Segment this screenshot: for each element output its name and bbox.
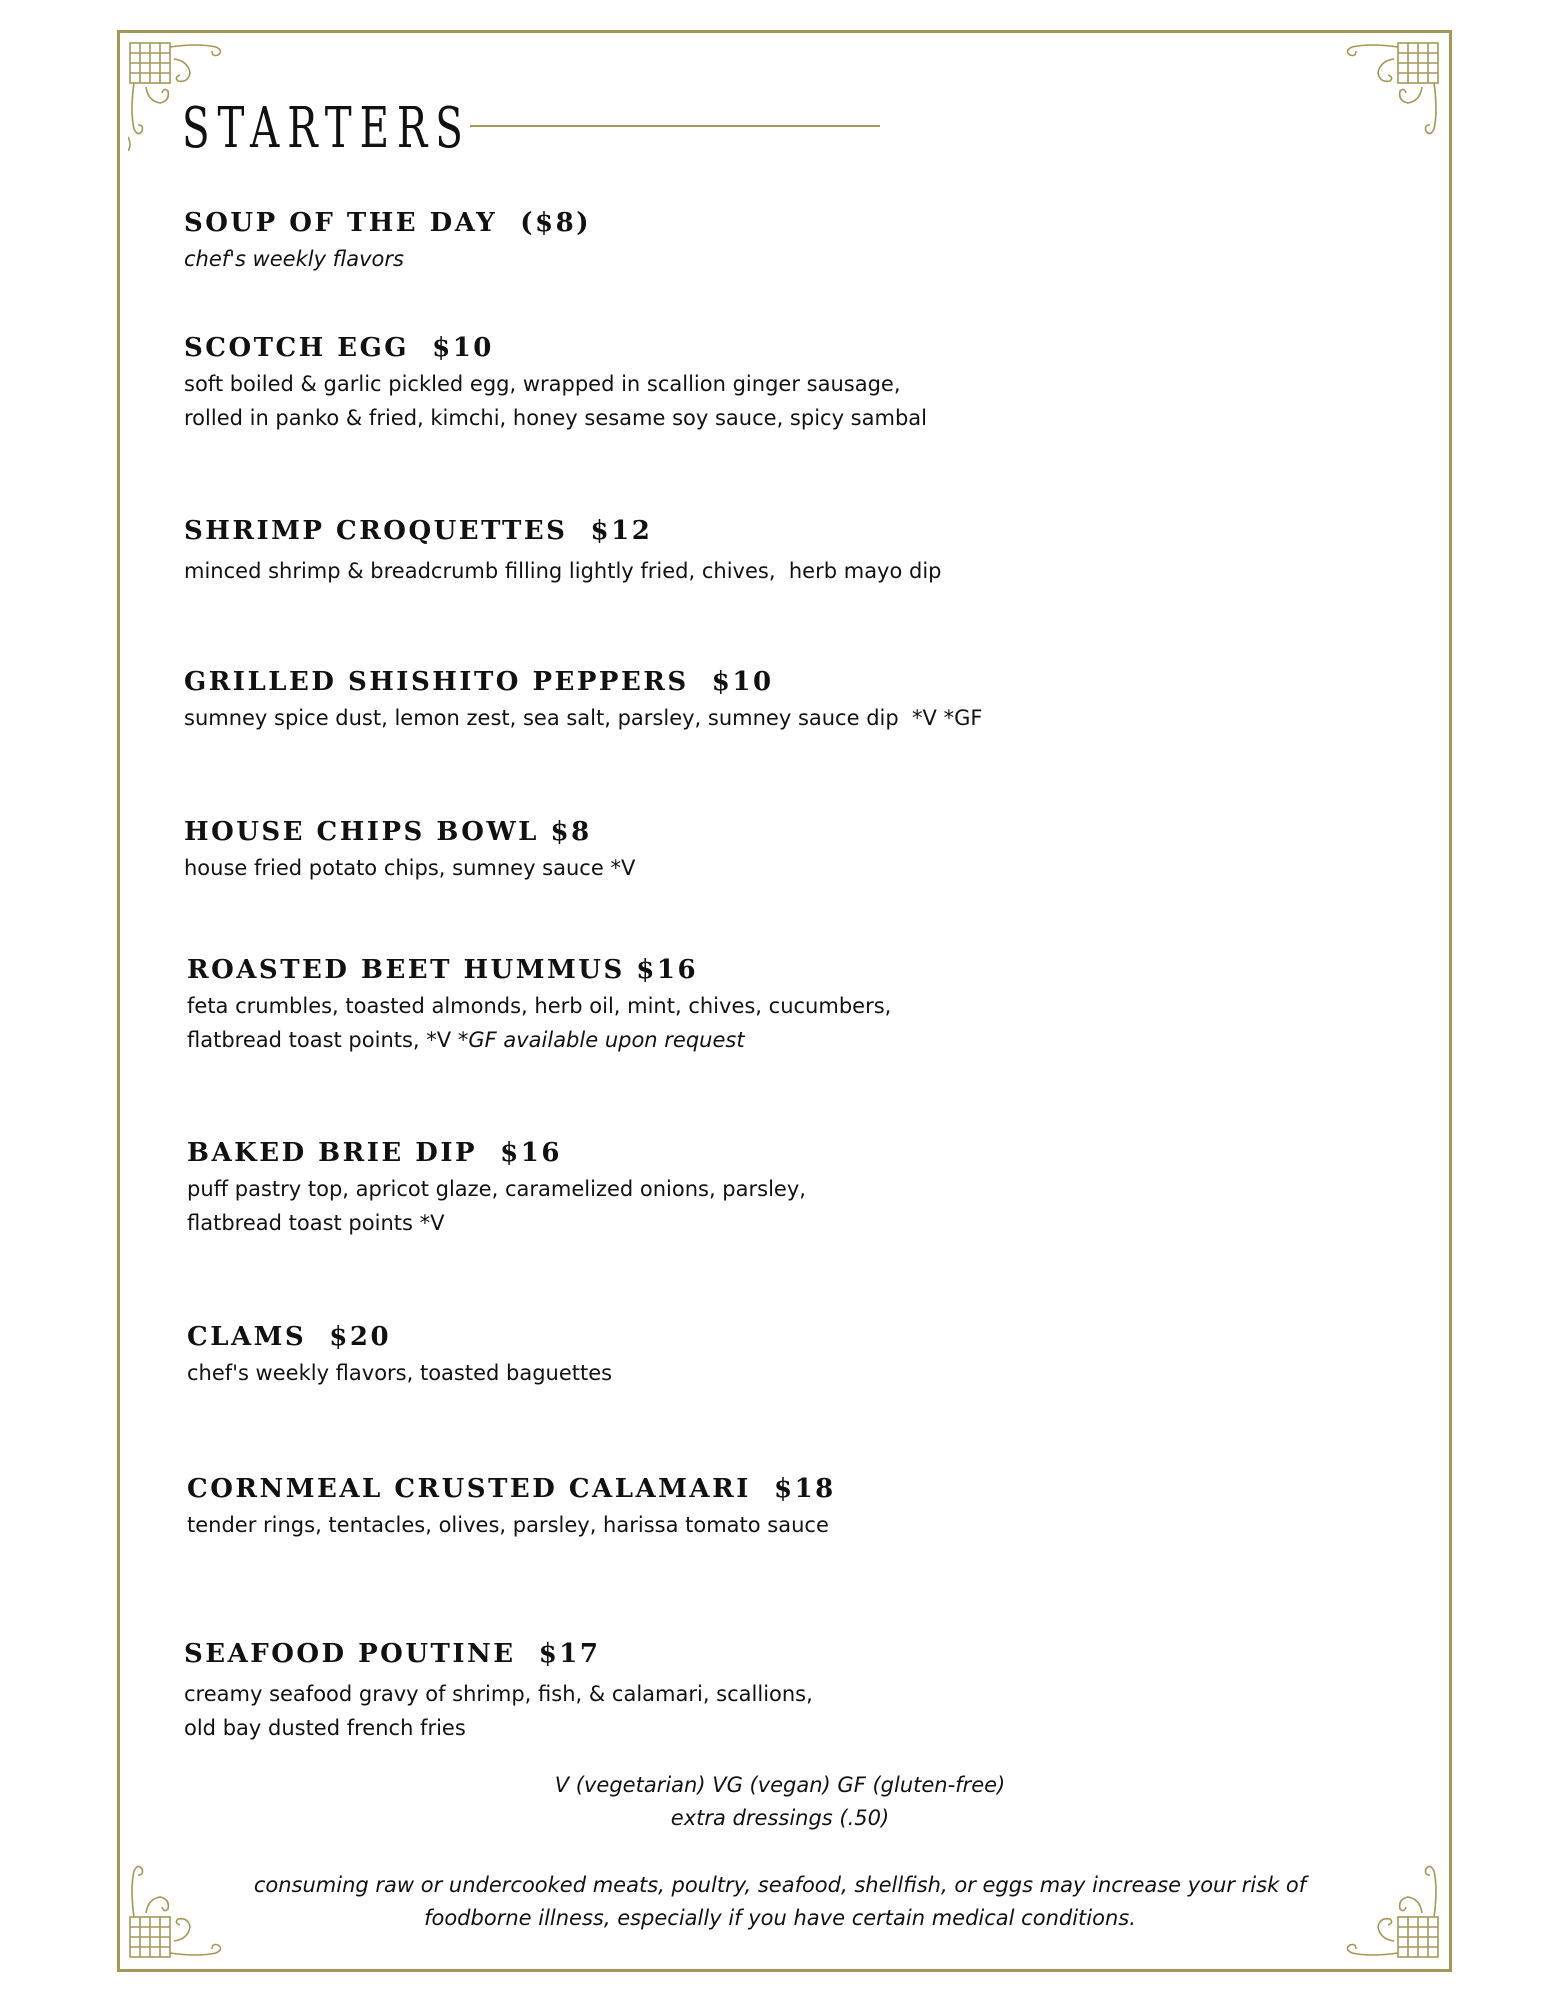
- menu-item-name: SCOTCH EGG $10: [184, 333, 494, 363]
- menu-item-description: minced shrimp & breadcrumb filling lightly fried, chives, herb mayo dip: [184, 559, 942, 583]
- disclaimer-line: foodborne illness, especially if you have certain medical conditions.: [424, 1906, 1136, 1930]
- menu-item: [187, 1472, 836, 1542]
- menu-item: [184, 206, 591, 276]
- menu-item: [187, 953, 891, 1057]
- menu-item-name: GRILLED SHISHITO PEPPERS $10: [184, 667, 774, 697]
- menu-item-name: SOUP OF THE DAY ($8): [184, 208, 592, 238]
- menu-item: [187, 1320, 612, 1390]
- extra-dressings-note: extra dressings (.50): [670, 1806, 890, 1830]
- menu-item-description: soft boiled & garlic pickled egg, wrapped in scallion ginger sausage,: [184, 372, 901, 396]
- menu-item-description-note: *GF available upon request: [457, 1028, 745, 1052]
- dietary-legend: [180, 1769, 1380, 1835]
- menu-item: [184, 514, 942, 588]
- menu-item-description: feta crumbles, toasted almonds, herb oil, mint, chives, cucumbers,: [187, 994, 892, 1018]
- menu-item-description: puff pastry top, apricot glaze, caramelized onions, parsley,: [187, 1177, 806, 1201]
- section-title: STARTERS: [182, 96, 471, 161]
- menu-item-description: [187, 1023, 891, 1057]
- menu-item-description: chef's weekly flavors: [184, 247, 404, 271]
- menu-item-name: CLAMS $20: [187, 1322, 392, 1352]
- menu-item: [184, 331, 927, 435]
- menu-item-name: ROASTED BEET HUMMUS $16: [187, 955, 699, 985]
- menu-item: [184, 815, 635, 885]
- menu-item-name: CORNMEAL CRUSTED CALAMARI $18: [187, 1474, 836, 1504]
- disclaimer-line: consuming raw or undercooked meats, poultry, seafood, shellfish, or eggs may increase your risk of: [253, 1873, 1307, 1897]
- menu-item-description: creamy seafood gravy of shrimp, fish, & calamari, scallions,: [184, 1682, 813, 1706]
- menu-item: [184, 665, 982, 735]
- title-divider: [470, 125, 880, 127]
- menu-item-description: tender rings, tentacles, olives, parsley, harissa tomato sauce: [187, 1513, 829, 1537]
- corner-ornament-icon: [1330, 41, 1440, 151]
- menu-item-description: house fried potato chips, sumney sauce *V: [184, 856, 636, 880]
- menu-item: [187, 1136, 806, 1240]
- menu-item-description: flatbread toast points *V: [187, 1211, 445, 1235]
- menu-item-description: sumney spice dust, lemon zest, sea salt, parsley, sumney sauce dip *V *GF: [184, 706, 983, 730]
- menu-item-description: rolled in panko & fried, kimchi, honey sesame soy sauce, spicy sambal: [184, 406, 927, 430]
- menu-item-description: old bay dusted french fries: [184, 1716, 466, 1740]
- menu-item: [184, 1637, 813, 1745]
- menu-item-description: chef's weekly flavors, toasted baguettes: [187, 1361, 613, 1385]
- menu-item-name: SEAFOOD POUTINE $17: [184, 1639, 601, 1669]
- health-disclaimer: [180, 1869, 1380, 1935]
- menu-item-name: BAKED BRIE DIP $16: [187, 1138, 562, 1168]
- dietary-legend-line: V (vegetarian) VG (vegan) GF (gluten-free): [554, 1773, 1006, 1797]
- menu-item-name: SHRIMP CROQUETTES $12: [184, 516, 653, 546]
- menu-item-description-plain: flatbread toast points, *V: [187, 1028, 458, 1052]
- menu-item-name: HOUSE CHIPS BOWL $8: [184, 817, 592, 847]
